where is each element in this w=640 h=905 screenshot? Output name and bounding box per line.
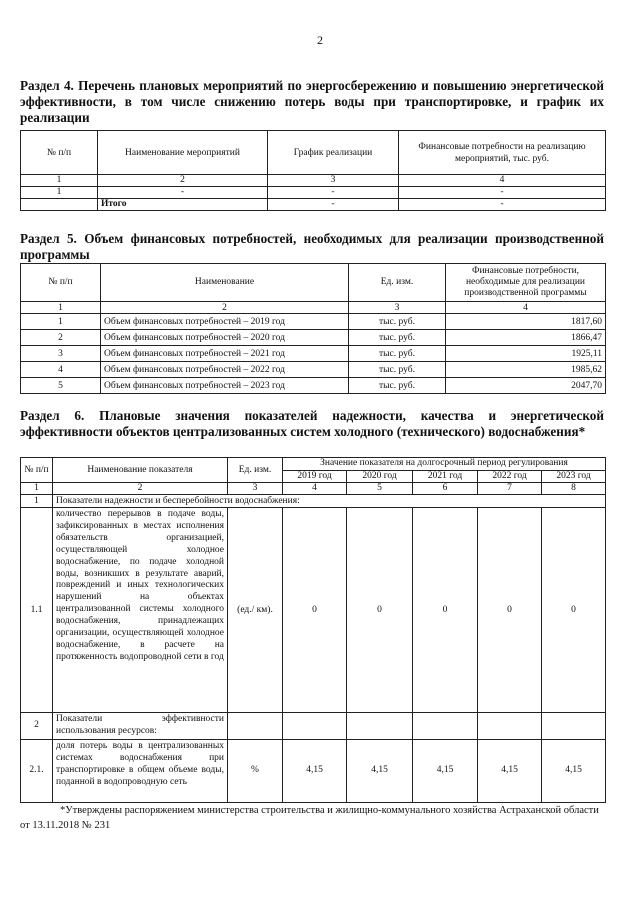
table-cell: Объем финансовых потребностей – 2022 год <box>101 362 349 378</box>
table-cell: тыс. руб. <box>349 314 446 330</box>
numbering-row <box>21 175 606 187</box>
table-cell: 2 <box>21 330 101 346</box>
table-cell: 4,15 <box>347 739 413 802</box>
table-cell <box>21 199 98 211</box>
table-cell: 2047,70 <box>446 378 606 394</box>
table-cell: 1 <box>21 175 98 187</box>
table-cell <box>478 713 542 740</box>
section5-title: Раздел 5. Объем финансовых потребностей, необходимых для реализации производственной программы <box>20 231 604 262</box>
table-cell: 3 <box>268 175 399 187</box>
header-name: Наименование мероприятий <box>98 131 268 175</box>
table-cell: - <box>98 187 268 199</box>
header-finance: Финансовые потребности, необходимые для реализации производственной программы <box>446 264 606 302</box>
table-cell: 0 <box>478 508 542 713</box>
table-row <box>21 739 606 802</box>
header-year: 2021 год <box>413 470 478 483</box>
table-cell: 6 <box>413 483 478 495</box>
total-row <box>21 199 606 211</box>
group-label: Показатели надежности и бесперебойности водоснабжения: <box>53 495 606 508</box>
table-cell: 4,15 <box>542 739 606 802</box>
table-row <box>21 187 606 199</box>
table-cell <box>347 713 413 740</box>
table-cell: 2 <box>98 175 268 187</box>
indicator-description: количество перерывов в подаче воды, зафиксированных в местах исполнения обязательств организацией, осуществляющей холодное водоснабжение, по подаче холодной воды, возникших в результате аварий, повреждений и иных технологических нарушений на объектах централизованной системы холодного водоснабжения, принадлежащих организации, осуществляющей холодное водоснабжение, в расчете на протяженность водопроводной сети в год <box>53 508 228 713</box>
header-name: Наименование показателя <box>53 458 228 483</box>
header-year: 2023 год <box>542 470 606 483</box>
table-cell: 4,15 <box>283 739 347 802</box>
table-cell: Объем финансовых потребностей – 2023 год <box>101 378 349 394</box>
table-cell: 4,15 <box>413 739 478 802</box>
table-cell <box>228 713 283 740</box>
table-cell: 3 <box>349 302 446 314</box>
table-cell: 4 <box>283 483 347 495</box>
header-name: Наименование <box>101 264 349 302</box>
table-cell: 3 <box>21 346 101 362</box>
table-row <box>21 378 606 394</box>
header-year: 2020 год <box>347 470 413 483</box>
section6-title: Раздел 6. Плановые значения показателей надежности, качества и энергетической эффективности объектов централизованных систем холодного (технического) водоснабжения* <box>20 408 604 439</box>
table-header-row <box>21 458 606 471</box>
table-cell: 1 <box>21 314 101 330</box>
table-cell: тыс. руб. <box>349 378 446 394</box>
table-cell: 2 <box>21 713 53 740</box>
table-cell: 2 <box>101 302 349 314</box>
header-group: Значение показателя на долгосрочный период регулирования <box>283 458 606 471</box>
table-cell <box>413 713 478 740</box>
table-cell: 1 <box>21 187 98 199</box>
numbering-row <box>21 302 606 314</box>
table-cell: 7 <box>478 483 542 495</box>
table-cell: Объем финансовых потребностей – 2021 год <box>101 346 349 362</box>
table-cell <box>542 713 606 740</box>
table-cell: тыс. руб. <box>349 362 446 378</box>
header-num: № п/п <box>21 131 98 175</box>
table-row <box>21 330 606 346</box>
table-cell: Объем финансовых потребностей – 2019 год <box>101 314 349 330</box>
table-cell: 0 <box>413 508 478 713</box>
table-cell: 1985,62 <box>446 362 606 378</box>
indicator-description: доля потерь воды в централизованных системах водоснабжения при транспортировке в общем объеме воды, поданной в водопроводную сеть <box>53 739 228 802</box>
table-cell: 2.1. <box>21 739 53 802</box>
table-header-row <box>21 264 606 302</box>
table-cell: Объем финансовых потребностей – 2020 год <box>101 330 349 346</box>
header-unit: Ед. изм. <box>228 458 283 483</box>
section5-table <box>20 263 606 394</box>
table-cell: (ед./ км). <box>228 508 283 713</box>
table-cell: 1866,47 <box>446 330 606 346</box>
table-cell: 4 <box>399 175 606 187</box>
table-cell: 2 <box>53 483 228 495</box>
table-cell: 1817,60 <box>446 314 606 330</box>
numbering-row <box>21 483 606 495</box>
header-num: № п/п <box>21 458 53 483</box>
group-row <box>21 495 606 508</box>
table-row <box>21 314 606 330</box>
total-label: Итого <box>98 199 268 211</box>
table-cell: 1 <box>21 483 53 495</box>
table-row <box>21 362 606 378</box>
table-cell: 1925,11 <box>446 346 606 362</box>
table-cell: 3 <box>228 483 283 495</box>
table-cell: 0 <box>283 508 347 713</box>
table-cell: 4 <box>21 362 101 378</box>
table-cell: 1 <box>21 495 53 508</box>
section6-table <box>20 457 606 803</box>
footnote: *Утверждены распоряжением министерства строительства и жилищно-коммунального хозяйства Астраханской области от 13.11.2018 № 231 <box>20 805 599 831</box>
header-num: № п/п <box>21 264 101 302</box>
header-year: 2022 год <box>478 470 542 483</box>
table-row <box>21 508 606 713</box>
table-cell: - <box>399 187 606 199</box>
table-cell <box>283 713 347 740</box>
header-finance: Финансовые потребности на реализацию мероприятий, тыс. руб. <box>399 131 606 175</box>
group-label: Показатели эффективности использования ресурсов: <box>53 713 228 740</box>
table-cell: 1.1 <box>21 508 53 713</box>
table-cell: 5 <box>21 378 101 394</box>
table-cell: - <box>399 199 606 211</box>
header-unit: Ед. изм. <box>349 264 446 302</box>
table-cell: - <box>268 199 399 211</box>
table-cell: % <box>228 739 283 802</box>
table-cell: 0 <box>347 508 413 713</box>
table-row <box>21 346 606 362</box>
table-cell: тыс. руб. <box>349 330 446 346</box>
header-year: 2019 год <box>283 470 347 483</box>
section4-title: Раздел 4. Перечень плановых мероприятий по энергосбережению и повышению энергетической эффективности, в том числе снижению потерь воды при транспортировке, и график их реализации <box>20 78 604 125</box>
table-header-row <box>21 131 606 175</box>
table-cell: 4 <box>446 302 606 314</box>
section4-table <box>20 130 606 211</box>
page-number: 2 <box>317 33 323 47</box>
table-cell: тыс. руб. <box>349 346 446 362</box>
table-cell: 0 <box>542 508 606 713</box>
header-schedule: График реализации <box>268 131 399 175</box>
table-cell: 5 <box>347 483 413 495</box>
table-cell: 8 <box>542 483 606 495</box>
table-cell: 1 <box>21 302 101 314</box>
table-cell: 4,15 <box>478 739 542 802</box>
table-cell: - <box>268 187 399 199</box>
group-row <box>21 713 606 740</box>
